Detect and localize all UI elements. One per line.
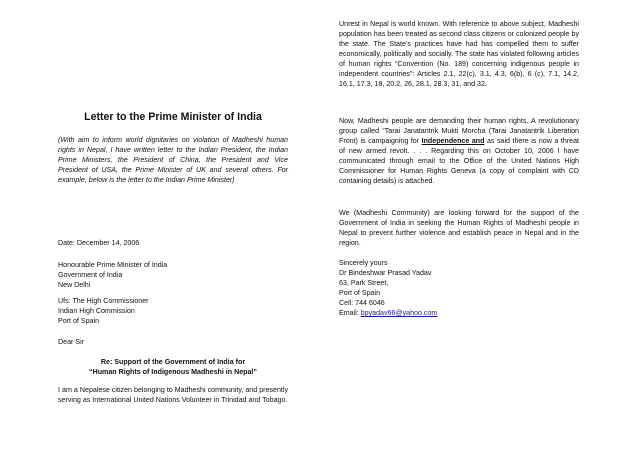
paragraph-unrest: Unrest in Nepal is world known. With reference to above subject, Madheshi population has been treated as second class citizens or colonized people by the state. The State’s practices have had has compelled them to suffer economically, politically and socially. The state has violated following articles of human rights “Convention (No. 189) concerning indigenous people in independent countries”: Articles 2.1, 22(c), 3.1, 4.3, 6(b), 6 (c), 7.1, 14.2, 16.1, 17.3, 18, 20.2, 26, 28.1, 28.3, 31, and 32. xyxy=(339,20,579,88)
paragraph-support: We (Madheshi Community) are looking forward for the support of the Government of India in seeking the Human Rights of Madheshi people in Nepal to prevent further violence and establish peace in Nepal and in the region. xyxy=(339,209,579,247)
letter-date: Date: December 14, 2006 xyxy=(58,239,140,247)
ufs-line: Indian High Commission xyxy=(58,307,135,315)
subject-line: “Human Rights of Indigenous Madheshi in Nepal” xyxy=(89,368,257,376)
ufs-address xyxy=(58,296,288,326)
closing: Sincerely yours xyxy=(339,259,388,267)
sender-line: Dr Bindeshwar Prasad Yadav xyxy=(339,269,432,277)
recipient-line: Honourable Prime Minister of India xyxy=(58,261,168,269)
sender-line: Port of Spain xyxy=(339,289,381,297)
sender-line: Cell: 744 6046 xyxy=(339,299,385,307)
email-label: Email: xyxy=(339,309,361,317)
recipient-address xyxy=(58,260,288,290)
intro-paragraph: (With aim to inform world dignitaries on violation of Madheshi human rights in Nepal, I have written letter to the Indian President, the Indian Prime Ministers, the President of China, the President and Vice President of USA, the Prime Minister of UK and several others. For example, below is the letter to the Indian Prime Minister) xyxy=(58,136,288,184)
paragraph-demands xyxy=(339,116,579,186)
email-link[interactable]: bpyadav66@yahoo.com xyxy=(360,309,438,317)
para-text: as said there is now a threat of new armed revolt. . . . Regarding this on October 10, 2006 I have communicated through email to the Office of the United Nations High Commissioner for Human Rights Geneva (a copy of complaint with CD containing details) is attached. xyxy=(339,137,579,185)
independence-emphasis: Independence and xyxy=(421,137,485,145)
sender-line: 63, Park Street, xyxy=(339,279,389,287)
signature-block xyxy=(339,258,579,318)
subject-line: Re: Support of the Government of India for xyxy=(100,358,246,366)
para-text: Now, Madheshi people are demanding their human rights. A revolutionary group called “Tarai Janatantrik Mukti Morcha (Tarai Janatantrik Liberation Front) is campaigning for xyxy=(339,117,579,145)
ufs-line: Ufs: The High Commissioner xyxy=(58,297,149,305)
letter-title: Letter to the Prime Minister of India xyxy=(84,111,262,123)
salutation: Dear Sir xyxy=(58,338,85,346)
recipient-line: New Delhi xyxy=(58,281,91,289)
recipient-line: Government of India xyxy=(58,271,123,279)
paragraph-intro-self: I am a Nepalese citizen belonging to Madheshi community, and presently serving as International United Nations Volunteer in Trinidad and Tobago. xyxy=(58,386,288,404)
ufs-line: Port of Spain xyxy=(58,317,100,325)
email-line xyxy=(339,308,579,318)
subject-block xyxy=(58,357,288,377)
